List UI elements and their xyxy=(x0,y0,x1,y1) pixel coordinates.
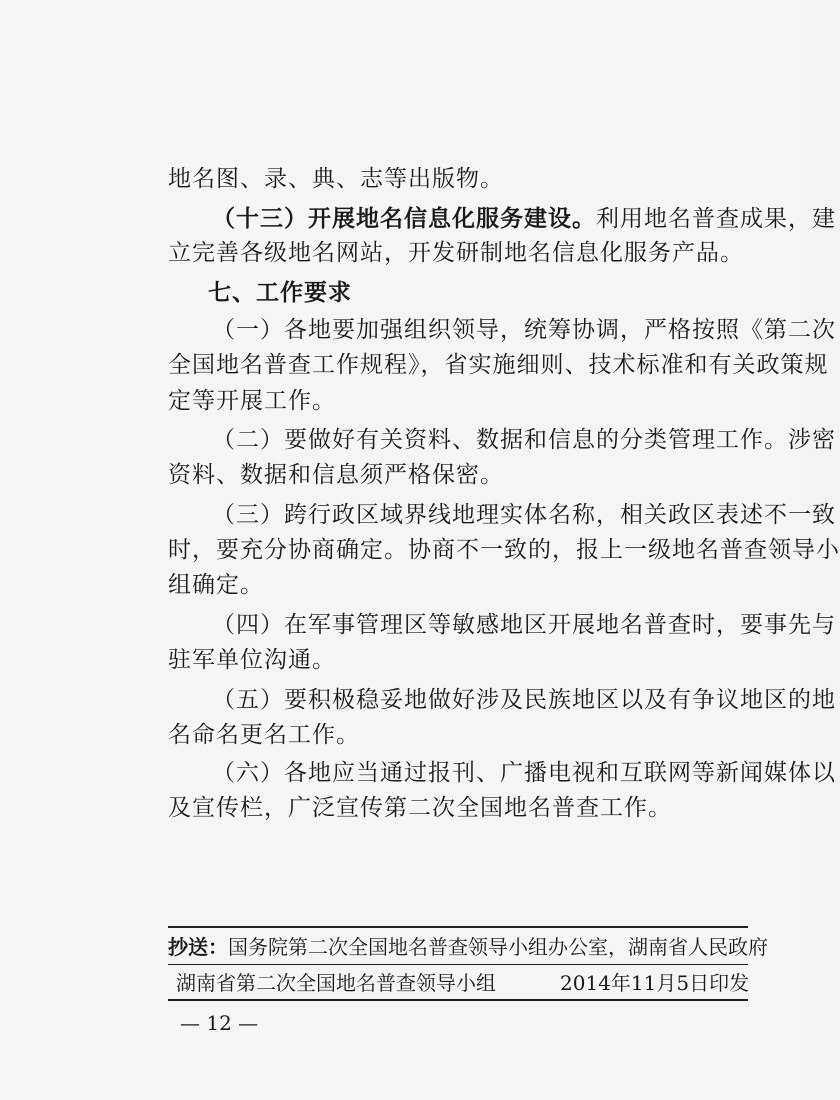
item-text: 利用地名普查成果，建 xyxy=(596,206,836,232)
paragraph-line: （三）跨行政区域界线地理实体名称，相关政区表述不一致 xyxy=(212,502,836,528)
footer-top-rule xyxy=(168,926,748,928)
paragraph-line: 定等开展工作。 xyxy=(168,388,336,414)
paragraph-line: （一）各地要加强组织领导，统筹协调，严格按照《第二次 xyxy=(212,317,836,343)
paragraph-line: 时，要充分协商确定。协商不一致的，报上一级地名普查领导小 xyxy=(168,537,840,563)
item-heading: （十三）开展地名信息化服务建设。 xyxy=(212,205,596,232)
paragraph-line xyxy=(212,204,836,234)
cc-line xyxy=(168,934,768,960)
paragraph-line: （五）要积极稳妥地做好涉及民族地区以及有争议地区的地 xyxy=(212,687,836,713)
paragraph-line: 立完善各级地名网站，开发研制地名信息化服务产品。 xyxy=(168,240,744,266)
paragraph-line: 地名图、录、典、志等出版物。 xyxy=(168,166,504,192)
issuer: 湖南省第二次全国地名普查领导小组 xyxy=(176,971,496,995)
section-title: 七、工作要求 xyxy=(208,279,352,306)
footer-bottom-rule xyxy=(168,999,748,1001)
cc-label: 抄送： xyxy=(168,935,228,959)
paragraph-line: （二）要做好有关资料、数据和信息的分类管理工作。涉密 xyxy=(212,427,836,453)
paragraph-line: 及宣传栏，广泛宣传第二次全国地名普查工作。 xyxy=(168,795,672,821)
page-number: — 12 — xyxy=(180,1011,259,1035)
paragraph-line: 组确定。 xyxy=(168,572,264,598)
cc-recipients: 国务院第二次全国地名普查领导小组办公室，湖南省人民政府 xyxy=(228,935,768,959)
paragraph-line: 资料、数据和信息须严格保密。 xyxy=(168,462,504,488)
paragraph-line: 驻军单位沟通。 xyxy=(168,647,336,673)
issue-date: 2014年11月5日印发 xyxy=(560,971,750,995)
paragraph-line: 全国地名普查工作规程》，省实施细则、技术标准和有关政策规 xyxy=(168,352,829,378)
paragraph-line: （四）在军事管理区等敏感地区开展地名普查时，要事先与 xyxy=(212,612,836,638)
paragraph-line: （六）各地应当通过报刊、广播电视和互联网等新闻媒体以 xyxy=(212,760,836,786)
footer-middle-rule xyxy=(168,964,748,965)
paragraph-line: 名命名更名工作。 xyxy=(168,722,360,748)
